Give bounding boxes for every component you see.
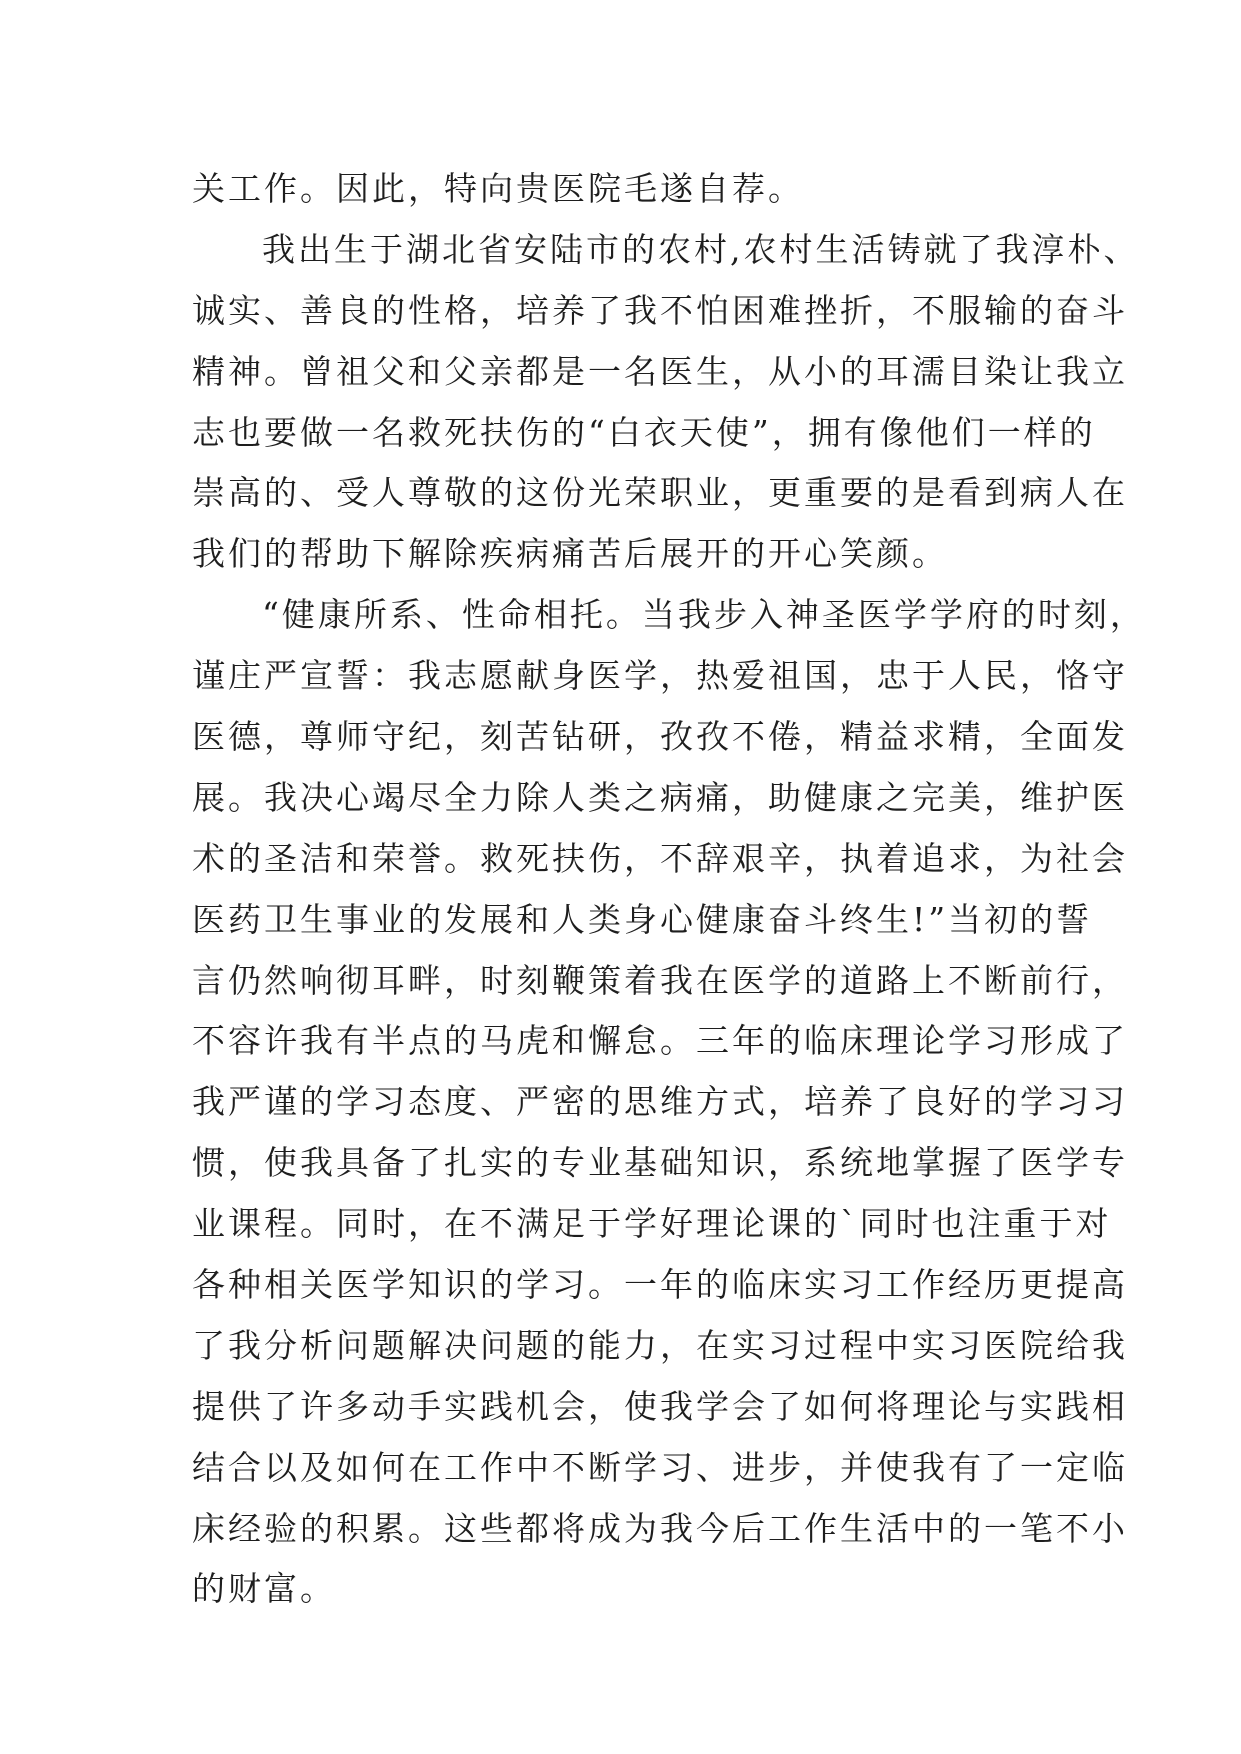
text-line: 术的圣洁和荣誉。救死扶伤，不辞艰辛，执着追求，为社会: [192, 838, 1128, 878]
text-line: 提供了许多动手实践机会，使我学会了如何将理论与实践相: [192, 1386, 1128, 1426]
text-line: 言仍然响彻耳畔，时刻鞭策着我在医学的道路上不断前行，: [192, 960, 1128, 1000]
text-line: 不容许我有半点的马虎和懈怠。三年的临床理论学习形成了: [192, 1021, 1128, 1061]
text-line: 医药卫生事业的发展和人类身心健康奋斗终生!”当初的誓: [192, 899, 1093, 939]
text-line: 结合以及如何在工作中不断学习、进步，并使我有了一定临: [192, 1447, 1128, 1487]
text-line: 诚实、善良的性格，培养了我不怕困难挫折，不服输的奋斗: [192, 290, 1128, 330]
text-line: 业课程。同时，在不满足于学好理论课的`同时也注重于对: [192, 1204, 1112, 1244]
text-line: 床经验的积累。这些都将成为我今后工作生活中的一笔不小: [192, 1508, 1128, 1548]
text-line: 惯，使我具备了扎实的专业基础知识，系统地掌握了医学专: [192, 1143, 1128, 1183]
text-line: “健康所系、性命相托。当我步入神圣医学学府的时刻，: [262, 595, 1146, 635]
text-line: 崇高的、受人尊敬的这份光荣职业，更重要的是看到病人在: [192, 473, 1128, 513]
text-line: 志也要做一名救死扶伤的“白衣天使”，拥有像他们一样的: [192, 412, 1096, 452]
text-line: 精神。曾祖父和父亲都是一名医生，从小的耳濡目染让我立: [192, 351, 1128, 391]
text-line: 展。我决心竭尽全力除人类之病痛，助健康之完美，维护医: [192, 777, 1128, 817]
text-line: 我们的帮助下解除疾病痛苦后展开的开心笑颜。: [192, 534, 948, 574]
text-line: 我严谨的学习态度、严密的思维方式，培养了良好的学习习: [192, 1082, 1128, 1122]
text-line: 医德，尊师守纪，刻苦钻研，孜孜不倦，精益求精，全面发: [192, 717, 1128, 757]
text-line: 了我分析问题解决问题的能力，在实习过程中实习医院给我: [192, 1325, 1128, 1365]
body-text: [192, 159, 1146, 1620]
text-line: 关工作。因此，特向贵医院毛遂自荐。: [192, 169, 804, 208]
text-line: 谨庄严宣誓：我志愿献身医学，热爱祖国，忠于人民，恪守: [192, 656, 1128, 696]
text-line: 的财富。: [192, 1569, 336, 1609]
text-line: 我出生于湖北省安陆市的农村,农村生活铸就了我淳朴、: [262, 229, 1140, 269]
text-line: 各种相关医学知识的学习。一年的临床实习工作经历更提高: [192, 1265, 1128, 1305]
